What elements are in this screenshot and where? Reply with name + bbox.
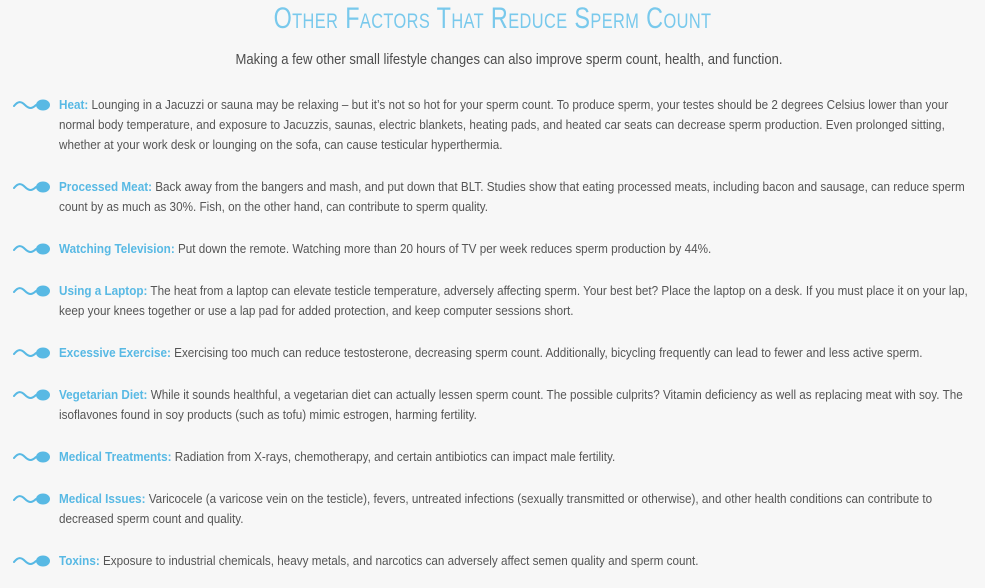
page-title: Other Factors That Reduce Sperm Count	[273, 2, 712, 35]
list-item-body: Exercising too much can reduce testosterone, decreasing sperm count. Additionally, bicycling frequently can lead to fewer and less active sperm.	[170, 345, 923, 360]
list-item-label: Heat:	[59, 97, 89, 112]
sperm-icon	[13, 492, 51, 506]
list-item-text	[59, 177, 968, 217]
list-item-text	[59, 281, 968, 321]
list-item-text	[59, 239, 968, 259]
list-item-text	[59, 489, 968, 529]
sperm-icon	[13, 98, 51, 112]
list-item-label: Medical Issues:	[59, 491, 146, 506]
sperm-icon	[13, 450, 51, 464]
page-subtitle: Making a few other small lifestyle changes can also improve sperm count, health, and function.	[235, 52, 783, 68]
list-item-text	[59, 385, 968, 425]
list-item-text	[59, 551, 968, 571]
list-item-body: The heat from a laptop can elevate testicle temperature, adversely affecting sperm. Your best bet? Place the laptop on a desk. If you must place it on your lap, keep your knees together or use a lap pad for added protection, and keep computer sessions short.	[59, 283, 968, 318]
list-item-text	[59, 95, 968, 155]
list-item-label: Excessive Exercise:	[59, 345, 171, 360]
list-item-label: Processed Meat:	[59, 179, 152, 194]
list-item-body: While it sounds healthful, a vegetarian diet can actually lessen sperm count. The possible culprits? Vitamin deficiency as well as replacing meat with soy. The isoflavones found in soy products (such as tofu) mimic estrogen, harming fertility.	[59, 387, 963, 422]
sperm-icon	[13, 346, 51, 360]
sperm-icon	[13, 180, 51, 194]
list-item-label: Medical Treatments:	[59, 449, 172, 464]
list-item-label: Toxins:	[59, 553, 100, 568]
list-item-label: Vegetarian Diet:	[59, 387, 148, 402]
list-item-body: Exposure to industrial chemicals, heavy metals, and narcotics can adversely affect semen quality and sperm count.	[99, 553, 699, 568]
sperm-icon	[13, 554, 51, 568]
list-item-body: Lounging in a Jacuzzi or sauna may be relaxing – but it’s not so hot for your sperm count. To produce sperm, your testes should be 2 degrees Celsius lower than your normal body temperature, and exposure to Jacuzzis, saunas, electric blankets, heating pads, and heated car seats can decrease sperm production. Even prolonged sitting, whether at your work desk or lounging on the sofa, can cause testicular hyperthermia.	[59, 97, 949, 152]
list-item-text	[59, 343, 968, 363]
list-item-text	[59, 447, 968, 467]
sperm-icon	[13, 388, 51, 402]
list-item-body: Put down the remote. Watching more than 20 hours of TV per week reduces sperm production by 44%.	[174, 241, 712, 256]
list-item-label: Using a Laptop:	[59, 283, 148, 298]
list-item-body: Back away from the bangers and mash, and put down that BLT. Studies show that eating processed meats, including bacon and sausage, can reduce sperm count by as much as 30%. Fish, on the other hand, can contribute to sperm quality.	[59, 179, 965, 214]
sperm-icon	[13, 242, 51, 256]
sperm-icon	[13, 284, 51, 298]
list-item-body: Varicocele (a varicose vein on the testicle), fevers, untreated infections (sexually transmitted or otherwise), and other health conditions can contribute to decreased sperm count and quality.	[59, 491, 933, 526]
list-item-body: Radiation from X-rays, chemotherapy, and certain antibiotics can impact male fertility.	[171, 449, 616, 464]
list-item-label: Watching Television:	[59, 241, 175, 256]
